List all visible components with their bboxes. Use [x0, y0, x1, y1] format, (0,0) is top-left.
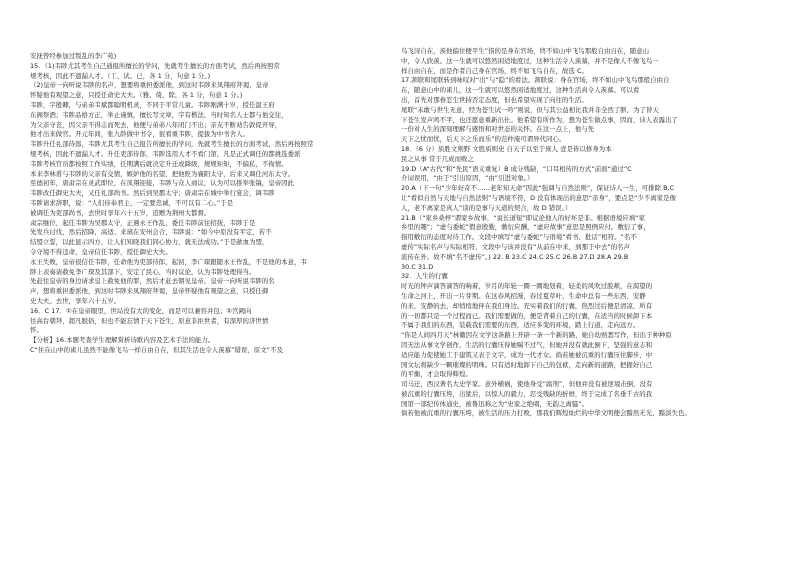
right-text-line: 适应能力促使她工于建筑又表于文字，成为一代才女。倘若她被沉重的行囊压住脚步，中 [401, 350, 653, 359]
right-text-line: 样自由自在，而是作者自己身在官场，终不如飞鸟自在，故选 C。 [401, 66, 588, 75]
right-column [401, 0, 769, 561]
left-text-line: 东阁祭酒；韦陟品格方正，举止谨慎，擅长写文章，字有楷法，当时知名人士都与他交往， [30, 110, 288, 119]
right-text-line: 民之从事 常于几成而败之 [401, 154, 474, 163]
left-text-line: 韦陟升任礼部侍郎，韦陟尤其考生自己报告所擅长的学问，先就考生擅长的方面考试，然后再按照常 [30, 140, 314, 149]
left-text-line: 韦陟改任御史大夫，又任礼部尚书。然后到吴郡太守；唐肃宗在城中举行宴会，调韦陟 [30, 189, 275, 198]
left-text-line: 【分析】16.本题考查学生理解赏析诗歌内容及艺术手法的能力。 [30, 336, 215, 345]
left-text-line: 为父亲守丧，因父亲不得志而死去，他便与弟弟八年闭门不出；亲友不断劝告敦促开导， [30, 120, 282, 129]
right-text-line: 尾联“未敢与世生无意，经为苍生试一吟”则说，但与其公益相比我并非全然了断，为了替天 [401, 105, 659, 114]
left-text-line: （2)皇帝一向听说韦陟的名声，想要将重担委派他，到这时韦陟来凤翔府拜谒，皇帝 [30, 81, 269, 90]
right-text-line: 指用敷衍的态度对待工作。文段中填写“虚与委蛇”与语境“看书、批话”相符。“名不 [401, 233, 637, 242]
right-text-line: 中，令人欣羡。这一生就可以悠然闲适地度过，这种生活令人羡慕，并不是像人不像飞鸟一 [401, 56, 659, 65]
left-text-line: 先赶往皇帝的身边请求皇上赦免他的罪，然后才赶去朝见皇帝。皇帝一向听说韦陟的名 [30, 277, 275, 286]
right-text-line: 因无法从事文学创作，生活的行囊压得她喘不过气，但她并没有就此倒下，坚强的意志和 [401, 340, 653, 349]
right-text-line: 乡里的趣”；“虚与委蛇”假意殷勤，敷衍应酬，“虚应故事”意思是照例应付。敷衍了事， [401, 223, 650, 232]
right-text-line: 32．人生的行囊 [401, 272, 448, 281]
right-text-line: 30.C 31.D [401, 262, 434, 271]
right-text-line: 让“看似自然与天地与自然法则”与语境不符，D 没有体现出的意思“亲身”，要点是“少不离家是像 [401, 193, 677, 202]
right-text-line: “你是人间四月天”林徽因在文学这条路上开辟一条一个新的路，她自幼熟悉写作，但出于种种原 [401, 331, 672, 340]
right-text-line: 21.B（“家乡桑梓”谓家乡故事，“说长道短”即议论他人的好坏是非。根据语境应填“家 [401, 213, 646, 222]
left-text-line: 15．（1)韦陟尤其考生自己通报所擅长的学问，先就考生擅长的方面考试，然后再按照常 [30, 61, 280, 70]
right-text-line: 时光的钟声滴答滴答的响着，岁月的年轮一圈一圈地划着，轻柔的风吹过脸颊，在渴望的 [401, 282, 653, 291]
left-text-line: 规考核，因此不遗漏人才。升任吏部侍郎，韦陟选用人才不看门第，凡是正式调任的都挑选委派 [30, 149, 301, 158]
left-text-line: 声，想将重担委派他，到这时韦陟来凤翔府拜谒，皇帝怀疑他有观望之意，只授任御 [30, 287, 269, 296]
right-text-line: 在，随意山中的雀儿，这一生就可以悠然闲适地度过，这种生活真令人羡慕。可以看 [401, 86, 640, 95]
left-text-line: 结盟立誓，以此显示四方，让人们知晓我们同心协力，就无法成功。”于是歃血为盟， [30, 238, 269, 247]
left-text-line: 陟上表奏请赦免李广琛及其部下，安定了民心，当时议论，认为韦陟处理得当。 [30, 267, 256, 276]
left-text-line: 安抚曾经参加过叛乱的李广苑) [30, 52, 117, 60]
right-text-line: 国文坛将缺少一颗璀璨的明珠。只有适时地卸下自己的包袱，走向新的道路，把握好自己 [401, 360, 653, 369]
left-text-line: 怀疑他有观望之意，只授任命史大夫。（雅、倚、除，各 1 分，句意 1 分。) [30, 91, 243, 100]
left-text-line: 韦陟考核官员都按照工作实绩，任期满后就决定升迁或降级，规规矩矩，不偏私，不徇情。 [30, 159, 288, 168]
left-text-line: 本来李林甫与韦陟的父亲有交情，嫉妒他的名望，把他贬为襄阳太守，后来又调任河东太守。 [30, 169, 295, 178]
left-text-line: 16．C 17．①在皇帝眼里，世局没有大的变化，而是可以兼容并包；②宫阙向 [30, 306, 252, 315]
left-text-line: 被调任为吏部尚书，去世时享年六十五岁，追赠为荆州大都督。 [30, 208, 211, 217]
right-text-line: 国第一部纪传体通史，被鲁迅称之为“史家之绝唱，无韵之离骚”。 [401, 399, 589, 408]
left-text-line: 怀。 [30, 326, 43, 335]
left-text-line: 至德初年，唐肃宗在灵武即位，在凤翔迎接，韦陟与众人商议，认为可以推举张镐，皇帝因此 [30, 179, 295, 188]
right-text-line: 被沉重的行囊压垮，出狱后，以惊人的毅力，忍受残缺的折磨，终于完成了名垂千古的我 [401, 389, 653, 398]
left-text-line: 史大夫。去世，享年六十五岁。 [30, 296, 121, 305]
right-text-line: 下苍生发声鸣不平，也还愿意重新出仕。他希望有所作为，想为苍生做点事，因而，诗人表露出了 [401, 115, 678, 124]
right-text-line: 17.颈联和尾联转到咏叹对“出”与“隐”的看法。颈联说：身在官场，终不如山中飞鸟那般自由自 [401, 76, 670, 85]
right-text-line: 不属于我们的东西，装载我们需要的东西，适应多变的环境，踏上行道，走向远方。 [401, 321, 640, 330]
left-text-line: 规考核，因此不遗漏人才。（工、试、已，各 1 分，句意 1 分。) [30, 71, 211, 80]
right-text-line: 的平衡，才会取得辉煌。 [401, 370, 472, 379]
left-text-line: 令守境不得违命，皇帝信任韦陟，授任御史大夫。 [30, 247, 172, 256]
right-text-line: 的来，安静的去，却悄悄地伴在我们身边。充实着我们的行囊，热烈过后便是清凉，所有 [401, 301, 653, 310]
right-text-line: 19.D（A“古代”和“先民”语义重复）B 成分残缺，“口耳相传的方式”前面“通过”C [401, 164, 632, 173]
right-text-line: 20.A（下一句“少年好奇不……老年知天命”因此“强调与自然法则”，保证诗人一生，可排除 B,C [401, 184, 675, 193]
right-text-line: 流传在外。故不填“名不虚传”。) 22. B 23.C 24.C 25.C 26.B 27.D 28.A 29.B [401, 252, 629, 261]
right-text-line: 倘若他被沉重的行囊压垮，被生活的压力打败，那我们辉煌灿烂的中华文明便会黯然无光，黯淡失色。 [401, 409, 691, 418]
right-text-line: 的一切都只是一个过程而已。我们需要做的，便是背着自己的行囊，在适当的时候卸下本 [401, 311, 653, 320]
right-text-line: 人，老不离家是真人”谈的是事与天道的契合，故 D 错误。） [401, 203, 572, 212]
left-text-line: C“住在山中的雀儿虽然不能像飞鸟一样自由自在，但其生活也令人羡慕”错误，原文“不及 [30, 345, 283, 354]
left-text-line: 永王失败，皇帝很信任韦陟，任命他为吏部侍郎，起初，李广琛跟随永王作乱，不是他的本意，韦 [30, 257, 307, 266]
left-text-line: 先发兵讨伐，然后招降，高适、来瑱在安州会合，韦陟说：“如今中原没有平定，若不 [30, 228, 272, 237]
right-text-line: 介词误用，“由于”引出原因，“由”引进对象。） [401, 174, 534, 183]
left-text-line: 往高台朝拜，超凡脱俗，但也不能忘情于天下苍生，原意非拒世者，有深厚的济世情 [30, 316, 269, 325]
right-text-line: 生命之河上，开出一片芽期。在这春风招漫，春过夏草叶，生命中总有一些东西，安静 [401, 291, 646, 300]
right-text-line: 18．（6 分）质胜文则野 文胜质则史 自天子以至于庶人 壹是皆以修身为本 [401, 144, 612, 153]
left-text-line: 肃宗继位，起任韦陟为吴郡太守，正遇永王作乱，委任韦陟前往招抚，韦陟于是 [30, 218, 256, 227]
right-text-line: 天下之忧而忧，后天下之乐而乐”的范仲淹可谓异代同心。 [401, 135, 566, 144]
right-text-line: 鸟飞浔自在，羡他偏住便平生”指的是身在官场，终不如山中飞鸟那般自由自在，随意山 [401, 47, 650, 55]
right-text-line: 一份对人生的深刻理解与感悟和对世态的关怀。在这一点上，他与先 [401, 125, 595, 134]
left-column [30, 0, 395, 561]
right-text-line: 出，首先对那眷恋尘世持否定态度，但也希望实现了向往的生活。 [401, 95, 588, 104]
left-text-line: 韦陟请求辞职，说：“人们侍奉君主，一定要忠诚，不可以有二心。”于是 [30, 198, 234, 207]
left-text-line: 他才出来做官。开元年间，张九龄做中书令，很看重韦陟，提拔为中书舍人。 [30, 130, 249, 139]
left-text-line: 韦陟，字殷卿，与弟弟韦斌都聪明机灵，不同于平常儿童。韦陟刚满十岁，授任温王府 [30, 100, 275, 109]
right-text-line: 司马迁，西汉著名大史学家。意外横祸，使他身受“腐刑”，但他并没有被逆境击倒，没有 [401, 380, 653, 389]
right-text-line: 虚传”实际名声与实际相符，文段中与该并没有“从前在中来，到那于中去”的名声 [401, 242, 631, 251]
